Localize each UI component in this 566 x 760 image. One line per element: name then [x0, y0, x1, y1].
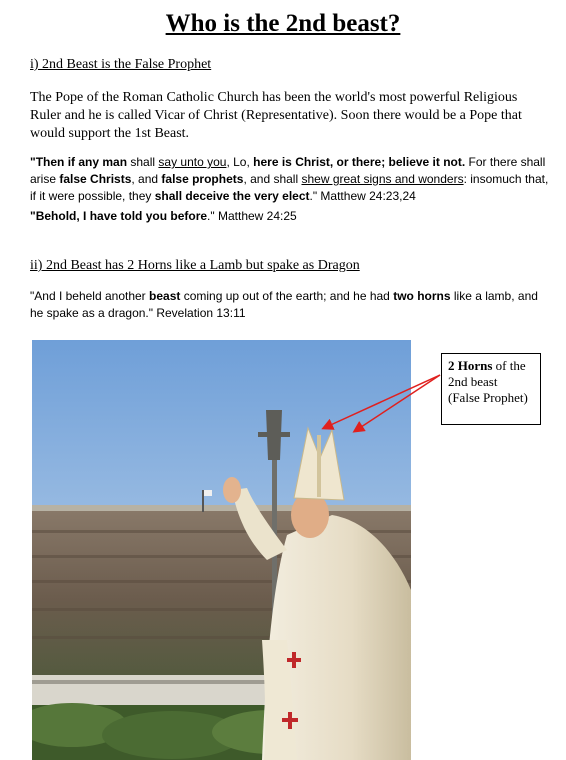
paragraph-line: Ruler and he is called Vicar of Christ (Representative). Soon there would be a Pope that — [30, 108, 522, 123]
section-2-heading: ii) 2nd Beast has 2 Horns like a Lamb but spake as Dragon — [30, 258, 360, 273]
section-1-heading: i) 2nd Beast is the False Prophet — [30, 57, 212, 72]
arrow-left-horn — [324, 375, 440, 428]
arrow-right-horn — [355, 375, 440, 431]
callout-text: (False Prophet) — [448, 390, 528, 405]
paragraph-line: would support the 1st Beast. — [30, 126, 190, 141]
callout-text: of the — [492, 358, 526, 373]
horns-callout-box — [441, 353, 541, 425]
callout-bold-text: 2 Horns — [448, 358, 493, 373]
callout-text: 2nd beast — [448, 374, 498, 389]
matthew-24-23-verse: "Then if any man shall say unto you, Lo, here is Christ, or there; believe it not. For there shall arise false Christs, and false prophets, and shall shew great signs and wonders: insomuch that, if it were possible, they shall deceive the very elect." Matthew 24:23,24 — [30, 155, 549, 203]
page-title: Who is the 2nd beast? — [165, 10, 401, 37]
paragraph-line: The Pope of the Roman Catholic Church has been the world's most powerful Religious — [30, 90, 518, 105]
matthew-24-25-verse: "Behold, I have told you before." Matthew 24:25 — [30, 209, 297, 223]
revelation-13-11-verse: "And I beheld another beast coming up out of the earth; and he had two horns like a lamb, and he spake as a dragon." Revelation 13:11 — [30, 289, 538, 320]
